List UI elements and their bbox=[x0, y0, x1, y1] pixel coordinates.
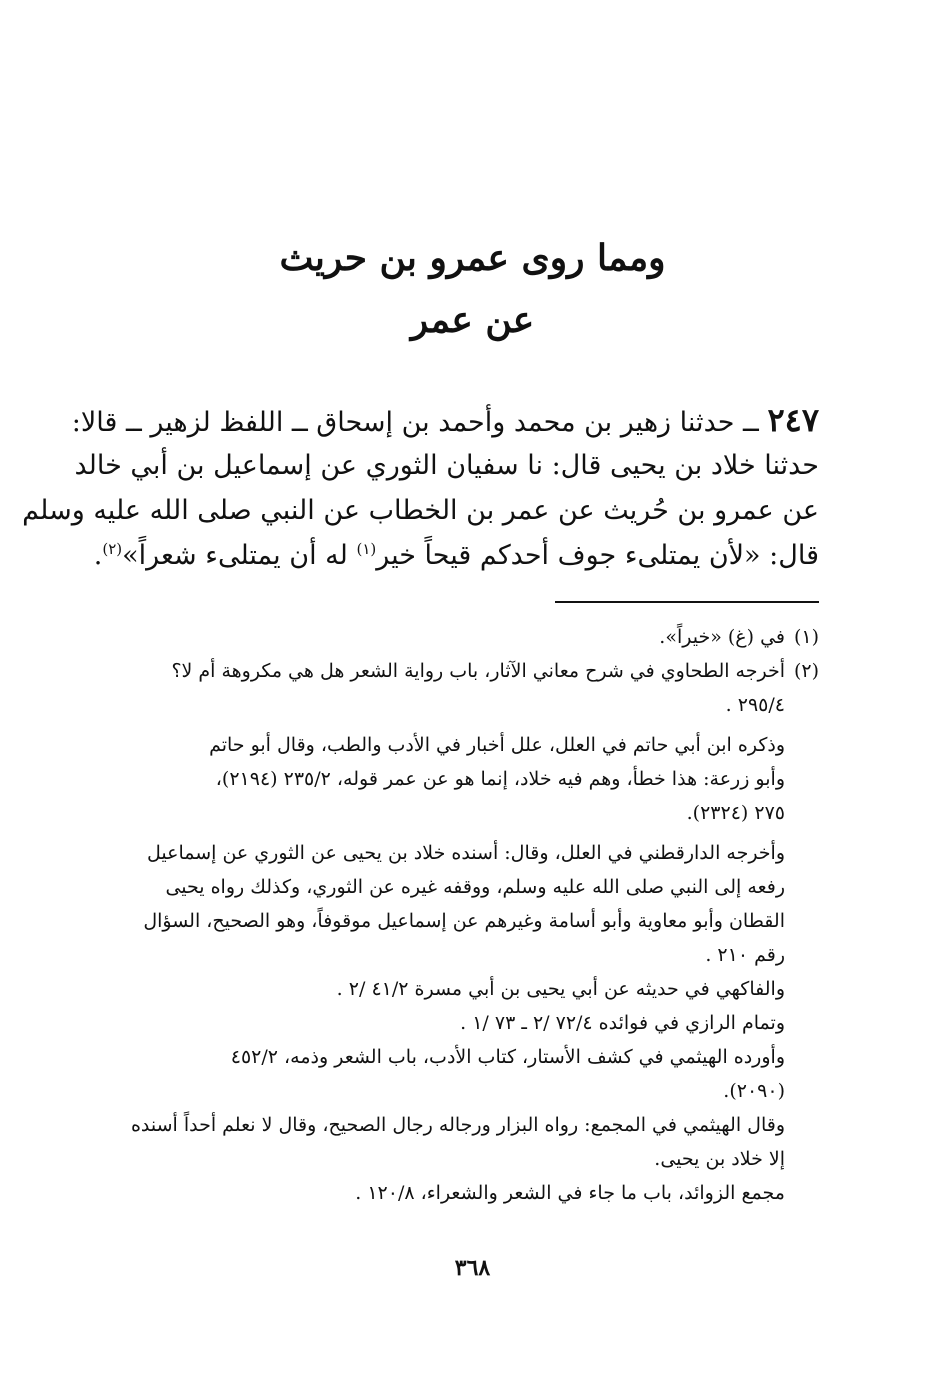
hadith-line-4 bbox=[93, 533, 819, 578]
footnote-ref-1: (١) bbox=[356, 540, 377, 558]
footnote-2-line: وقال الهيثمي في المجمع: رواه البزار ورجاله رجال الصحيح، وقال لا نعلم أحداً أسنده bbox=[130, 1114, 785, 1136]
footnote-2-text: أخرجه الطحاوي في شرح معاني الآثار، باب رواية الشعر هل هي مكروهة أم لا؟ bbox=[171, 660, 785, 682]
section-subtitle: عن عمر bbox=[410, 299, 535, 341]
footnote-2-line: رقم ٢١٠ . bbox=[705, 944, 785, 966]
footnote-2-number: (٢) bbox=[793, 660, 819, 682]
footnote-2-line: مجمع الزوائد، باب ما جاء في الشعر والشعراء، ١٢٠/٨ . bbox=[355, 1182, 785, 1204]
footnote-2-line: وتمام الرازي في فوائده ٧٢/٤ /٢ ـ ٧٣ /١ . bbox=[460, 1012, 785, 1034]
page-number: ٣٦٨ bbox=[454, 1255, 491, 1281]
footnotes bbox=[125, 620, 819, 1210]
footnote-2-line: وأورده الهيثمي في كشف الأستار، كتاب الأدب، باب الشعر وذمه، ٤٥٢/٢ bbox=[230, 1046, 785, 1068]
hadith-number: ٢٤٧ bbox=[767, 401, 819, 439]
footnote-2-line: ٢٩٥/٤ . bbox=[725, 694, 785, 716]
hadith-line-3: عن عمرو بن حُريث عن عمر بن الخطاب عن النبي صلى الله عليه وسلم bbox=[22, 495, 819, 526]
footnote-2-line: القطان وأبو معاوية وأبو أسامة وغيرهم عن إسماعيل موقوفاً، وهو الصحيح، السؤال bbox=[143, 910, 785, 932]
hadith-line-4-end: . bbox=[93, 540, 103, 571]
footnote-separator bbox=[555, 601, 819, 603]
footnote-2-line bbox=[125, 654, 819, 688]
section-title: ومما روى عمرو بن حريث bbox=[279, 237, 666, 279]
footnote-1-number: (١) bbox=[793, 626, 819, 648]
hadith-text bbox=[22, 398, 819, 578]
footnote-2-line: وأبو زرعة: هذا خطأ، وهم فيه خلاد، إنما هو عن عمر قوله، ٢٣٥/٢ (٢١٩٤)، bbox=[215, 768, 785, 790]
footnote-2-line: إلا خلاد بن يحيى. bbox=[654, 1148, 785, 1170]
footnote-2-line: وأخرجه الدارقطني في العلل، وقال: أسنده خلاد بن يحيى عن الثوري عن إسماعيل bbox=[146, 842, 785, 864]
hadith-line-1-text: ــ حدثنا زهير بن محمد وأحمد بن إسحاق ــ اللفظ لزهير ــ قالا: bbox=[71, 407, 759, 438]
footnote-2-line: (٢٠٩٠). bbox=[723, 1080, 785, 1102]
footnote-1-text: في (غ) «خيراً». bbox=[659, 626, 785, 648]
hadith-line-2: حدثنا خلاد بن يحيى قال: نا سفيان الثوري عن إسماعيل بن أبي خالد bbox=[74, 450, 819, 481]
footnote-2-line: وذكره ابن أبي حاتم في العلل، علل أخبار في الأدب والطب، وقال أبو حاتم bbox=[209, 734, 785, 756]
hadith-line-1 bbox=[71, 398, 819, 443]
hadith-line-4-a: قال: «لأن يمتلىء جوف أحدكم قيحاً خير bbox=[376, 540, 819, 571]
footnote-ref-2: (٢) bbox=[102, 540, 123, 558]
footnote-2-line: رفعه إلى النبي صلى الله عليه وسلم، ووقفه غيره عن الثوري، وكذلك رواه يحيى bbox=[165, 876, 785, 898]
footnote-2-line: ٢٧٥ (٢٣٢٤). bbox=[686, 802, 785, 824]
footnote-2-line: والفاكهي في حديثه عن أبي يحيى بن أبي مسرة ٤١/٢ /٢ . bbox=[336, 978, 785, 1000]
footnote-1 bbox=[125, 620, 819, 654]
hadith-line-4-b: له أن يمتلىء شعراً» bbox=[122, 540, 357, 571]
